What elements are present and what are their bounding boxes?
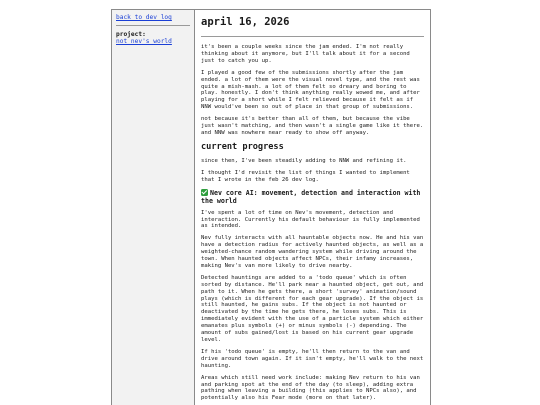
sub-paragraph-3: Detected hauntings are added to a 'todo queue' which is often sorted by distance. He'll park near a haunted object, get out, and path to it. When he gets there, a short 'survey' animation/sound plays (which is different for each gear upgrade). If the object is still haunted, he gains subs. If the object is not haunted or deactivated by the time he gets there, he loses subs. This is immediately evident with the use of a particle system which either emanates plus symbols (+) or minus symbols (-) depending. The amount of subs gained/lost is based on his current gear upgrade level. [201, 274, 424, 343]
title-divider [201, 36, 424, 37]
section-heading: current progress [201, 141, 284, 152]
intro-paragraph-3: not because it's better than all of them, but because the vibe just wasn't matching, and then wasn't a single game like it there. and NNW was nowhere near ready to show off anyway. [201, 116, 424, 136]
project-label: project: [116, 31, 146, 38]
sub-paragraph-5: Areas which still need work include: making Nev return to his van and parking spot at the end of the day (to sleep), adding extra pathing when leaving a building (this applies to NPCs also), and potentially also his Fear mode (more on that later). [201, 374, 420, 402]
sub-paragraph-4: If his 'todo queue' is empty, he'll then return to the van and drive around town again. If it isn't empty, he'll walk to the next haunting. [201, 348, 424, 369]
sub-paragraph-1: I've spent a lot of time on Nev's movement, detection and interaction. Currently his default behaviour is fully implemented as intended. [201, 209, 420, 230]
back-to-dev-log-link[interactable]: back to dev log [116, 14, 172, 21]
section-paragraph-2: I thought I'd revisit the list of things I wanted to implement that I wrote in the feb 26 dev log. [201, 169, 410, 183]
section-paragraph-1: since then, I've been steadily adding to NNW and refining it. [201, 157, 407, 164]
subheading [201, 189, 424, 205]
project-link[interactable]: not nev's world [116, 38, 172, 45]
subheading-text: Nev core AI: movement, detection and interaction with the world [201, 188, 421, 205]
intro-paragraph-1: it's been a couple weeks since the jam ended. I'm not really thinking about it anymore, but I'll talk about it for a second just to catch you up. [201, 44, 410, 64]
sub-paragraph-2: Nev fully interacts with all hauntable objects now. He and his van have a detection radius for actively haunted objects, as well as a weighted-chance random wandering system while driving around the town. When haunted objects affect NPCs, their infamy increases, making Nev's van more likely to drive nearby. [201, 235, 424, 269]
green-check-icon [201, 189, 208, 196]
post-date-title: april 16, 2026 [201, 16, 290, 28]
sidebar [111, 9, 195, 405]
intro-paragraph-2: I played a good few of the submissions shortly after the jam ended. a lot of them were the visual novel type, and the rest was quite a mish-mash. a lot of them felt so dreary and boring to play. honestly. I don't think anything really wowed me, and after playing for a short while I felt relieved because it felt as if NNW would've been so out of place in that group of submissions. [201, 69, 420, 111]
post-content [195, 9, 431, 405]
sidebar-divider [116, 25, 190, 26]
